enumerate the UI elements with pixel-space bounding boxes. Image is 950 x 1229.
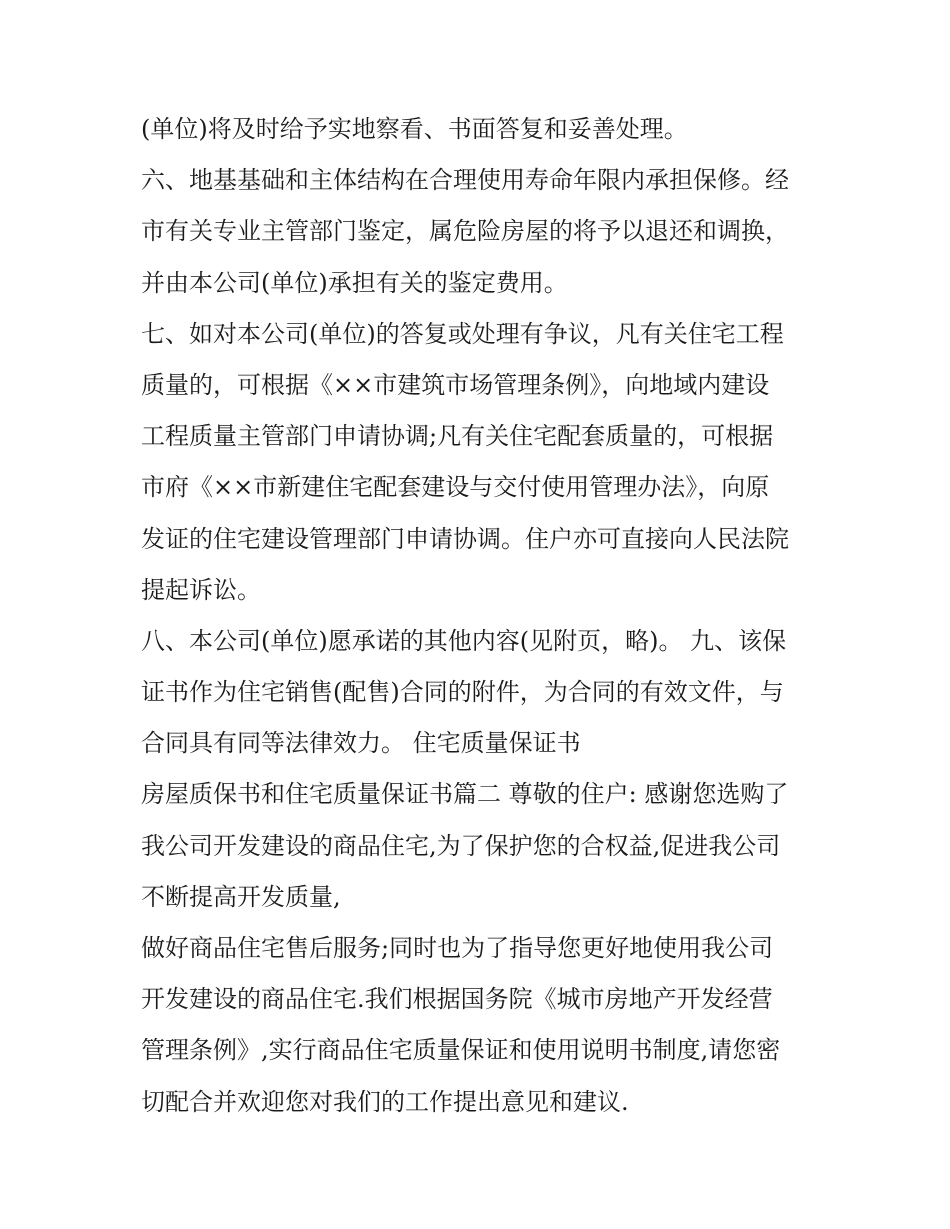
text-line: 管理条例》,实行商品住宅质量保证和使用说明书制度,请您密 [141,1036,781,1065]
text-line: 做好商品住宅售后服务;同时也为了指导您更好地使用我公司 [141,934,774,962]
text-line: 七、如对本公司(单位)的答复或处理有争议，凡有关住宅工程 [141,319,784,348]
text-line: 发证的住宅建设管理部门申请协调。住户亦可直接向人民法院 [141,524,789,553]
text-line: 房屋质保书和住宅质量保证书篇二 尊敬的住户: 感谢您选购了 [141,780,789,809]
text-line: 工程质量主管部门申请协调;凡有关住宅配套质量的，可根据 [141,422,774,451]
text-line: 提起诉讼。 [141,575,261,604]
text-line: 并由本公司(单位)承担有关的鉴定费用。 [141,268,568,297]
text-line: (单位)将及时给予实地察看、书面答复和妥善处理。 [141,115,688,143]
text-line: 合同具有同等法律效力。 住宅质量保证书 [141,729,581,758]
text-line: 市府《××市新建住宅配套建设与交付使用管理办法》，向原 [141,473,770,502]
text-line: 市有关专业主管部门鉴定，属危险房屋的将予以退还和调换， [141,217,789,246]
document-body [141,104,821,1128]
text-line: 不断提高开发质量, [141,882,341,911]
text-line: 我公司开发建设的商品住宅,为了保护您的合权益,促进我公司 [141,831,781,860]
text-line: 八、本公司(单位)愿承诺的其他内容(见附页，略)。 九、该保 [141,626,787,655]
text-line: 开发建设的商品住宅.我们根据国务院《城市房地产开发经营 [141,985,773,1014]
text-line: 六、地基基础和主体结构在合理使用寿命年限内承担保修。经 [141,166,789,195]
text-line: 证书作为住宅销售(配售)合同的附件，为合同的有效文件，与 [141,678,784,707]
text-line: 切配合并欢迎您对我们的工作提出意见和建议. [141,1087,629,1116]
text-line: 质量的，可根据《××市建筑市场管理条例》，向地域内建设 [141,370,770,399]
